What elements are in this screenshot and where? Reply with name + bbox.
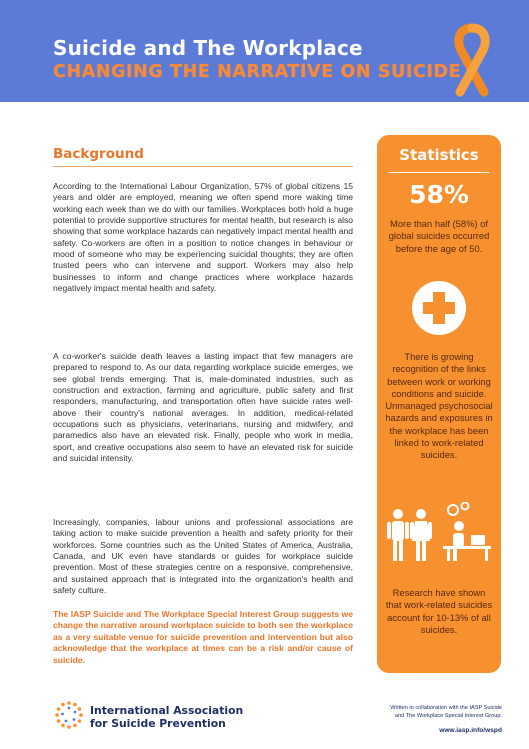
awareness-ribbon-icon	[446, 22, 498, 98]
statistics-heading: Statistics	[399, 146, 479, 164]
website-link[interactable]: www.iasp.info/wspd	[439, 727, 502, 734]
statistics-divider	[389, 172, 489, 173]
page-title: Suicide and The Workplace	[53, 36, 363, 60]
collaboration-note-line-1: Written in collaboration with the IASP Suicide	[390, 705, 502, 711]
collaboration-note-line-2: and The Workplace Special Interest Group.	[394, 712, 502, 719]
statistics-panel	[377, 135, 501, 673]
background-paragraph-3: Increasingly, companies, labour unions and professional associations are taking action to make suicide prevention a health and safety priority for their workforces. Some countries such as the United States of America, Australia, Canada, and UK even have standards or guides for workplace suicide prevention. Most of these strategies centre on a responsive, comprehensive, and sustained approach that is integrated into the organization's health and safety culture.	[53, 517, 353, 596]
org-name-line-2: for Suicide Prevention	[90, 717, 226, 730]
stat-share-text: Research have shown that work-related suicides account for 10-13% of all suicides.	[385, 587, 493, 635]
sig-callout: The IASP Suicide and The Workplace Special Interest Group suggests we change the narrative around workplace suicide to both see the workplace as a very suitable venue for suicide prevention and intervention but also acknowledge that the workplace at times can be a risk and/or cause of suicide.	[53, 609, 353, 665]
org-name-line-1: International Association	[90, 704, 244, 717]
organization-name	[90, 704, 243, 730]
background-paragraph-1: According to the International Labour Organization, 57% of global citizens 15 years and older are employed, meaning we often spend more waking time working each week than we do with our families. Workplaces both hold a huge potential to provide supportive structures for mental health, but research is also showing that some workplace hazards can negatively impact mental health and safety. Co-workers are often in a position to notice changes in behaviour or mood of someone who may be experiencing suicidal thoughts; they are often trusted peers who can intervene and support. Workers may also help businesses to inform and change practices where workplace hazards negatively impact mental health and safety.	[53, 181, 353, 294]
page-subtitle: CHANGING THE NARRATIVE ON SUICIDE	[53, 62, 462, 82]
background-paragraph-2: A co-worker's suicide death leaves a lasting impact that few managers are prepared to respond to. As our data regarding workplace suicide emerges, we see global trends emerging. That is, male-dominated industries, such as construction and extraction, farming and agriculture, public safety and first responders, manufacturing, and transportation often have suicide rates well-above their country's national averages. In addition, medical-related occupations such as physicians, veterinarians, nursing and midwifery, and paramedics also have an elevated risk. Finally, people who work in media, sport, and creative occupations also seem to have an elevated risk for suicide and suicidal intensity.	[53, 351, 353, 464]
medical-cross-icon	[411, 280, 467, 336]
stat-links-text: There is growing recognition of the links between work or working conditions and suicide. Unmanaged psychosocial hazards and exposures in the workplace has been linked to work-related suicides.	[385, 351, 493, 461]
stat-age-text: More than half (58%) of global suicides occurred before the age of 50.	[388, 218, 490, 254]
header-banner	[0, 0, 529, 102]
workers-icon	[385, 502, 495, 564]
background-divider	[53, 166, 353, 167]
iasp-sunburst-logo	[54, 700, 84, 730]
stat-58-value: 58%	[409, 180, 469, 209]
collaboration-note	[330, 705, 502, 720]
background-heading: Background	[53, 146, 144, 162]
